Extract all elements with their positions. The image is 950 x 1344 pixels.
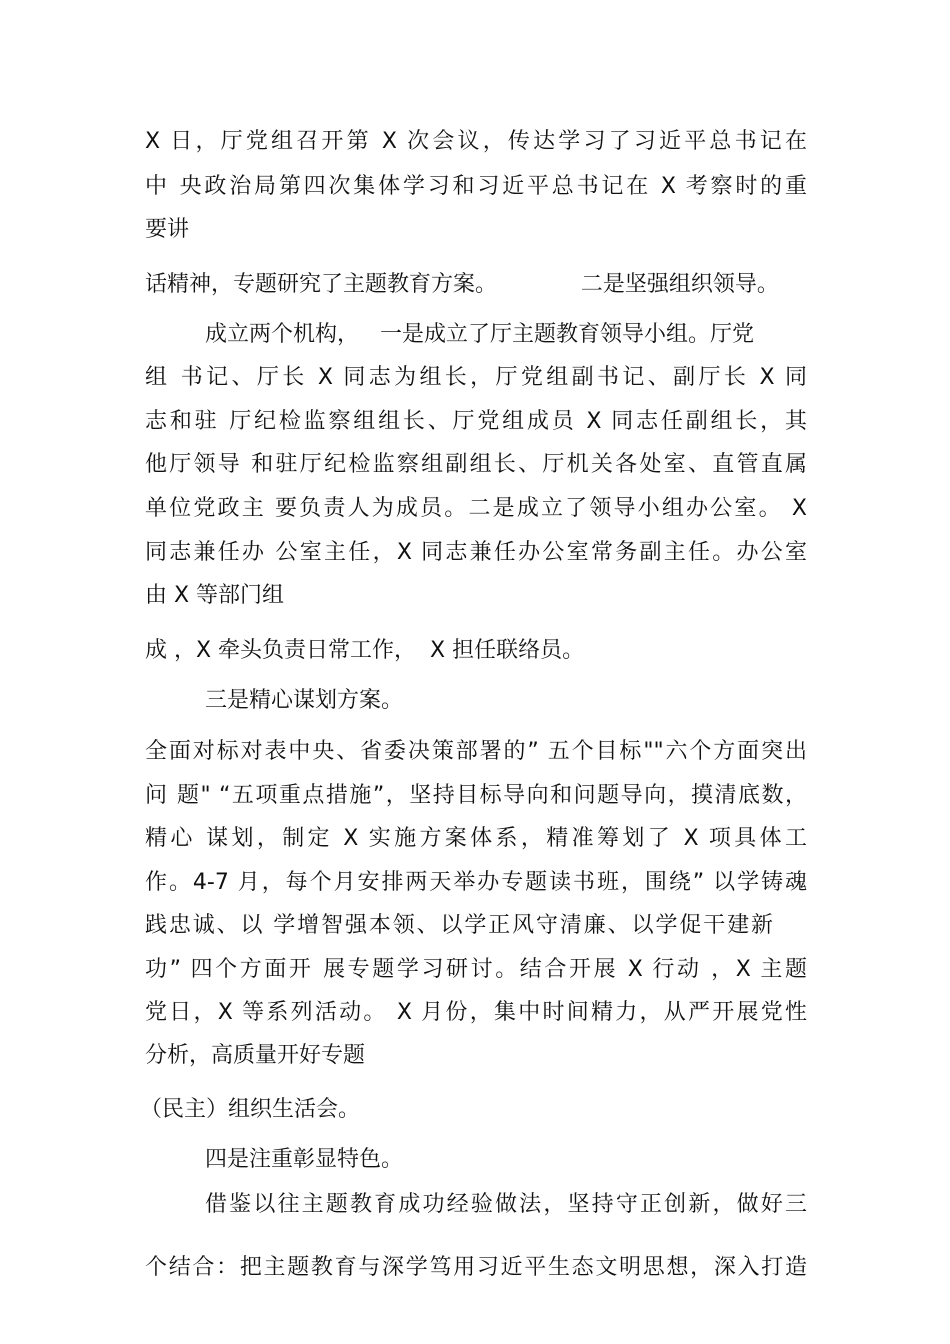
text-line: 成 ，X 牵头负责日常工作， X 担任联络员。 bbox=[145, 638, 585, 663]
text-line: （民主）组织生活会。 bbox=[140, 1097, 361, 1122]
text-line: 由 X 等部门组 bbox=[145, 583, 285, 608]
text-line: 组 书记、厅长 X 同志为组长，厅党组副书记、副厅长 X 同 bbox=[145, 365, 807, 390]
text-line: 话精神，专题研究了主题教育方案。 二是坚强组织领导。 bbox=[145, 272, 779, 297]
text-line: 精心 谋划，制定 X 实施方案体系，精准筹划了 X 项具体工 bbox=[145, 826, 807, 851]
text-line: 同志兼任办 公室主任，X 同志兼任办公室常务副主任。办公室 bbox=[145, 540, 807, 565]
text-line: 党日，X 等系列活动。 X 月份，集中时间精力，从严开展党性 bbox=[145, 1000, 807, 1025]
text-line: 分析，高质量开好专题 bbox=[145, 1043, 366, 1068]
text-line: 问 题" “五项重点措施”，坚持目标导向和问题导向，摸清底数， bbox=[145, 783, 807, 808]
text-line: 单位党政主 要负责人为成员。二是成立了领导小组办公室。 X bbox=[145, 496, 807, 521]
text-line: 全面对标对表中央、省委决策部署的” 五个目标""六个方面突出 bbox=[145, 739, 807, 764]
text-line: 志和驻 厅纪检监察组组长、厅党组成员 X 同志任副组长，其 bbox=[145, 409, 807, 434]
section-heading: 三是精心谋划方案。 bbox=[205, 688, 404, 713]
text-line: 作。4-7 月，每个月安排两天举办专题读书班，围绕” 以学铸魂 bbox=[145, 870, 807, 895]
text-line: 功” 四个方面开 展专题学习研讨。结合开展 X 行动 ，X 主题 bbox=[145, 957, 807, 982]
text-line: 中 央政治局第四次集体学习和习近平总书记在 X 考察时的重 bbox=[145, 174, 807, 199]
text-line: 个结合：把主题教育与深学笃用习近平生态文明思想，深入打造 bbox=[145, 1255, 807, 1280]
text-line: 践忠诚、以 学增智强本领、以学正风守清廉、以学促干建新 bbox=[145, 913, 773, 938]
text-line: 借鉴以往主题教育成功经验做法，坚持守正创新，做好三 bbox=[205, 1192, 807, 1217]
text-line: 要讲 bbox=[145, 217, 190, 242]
section-heading: 四是注重彰显特色。 bbox=[205, 1147, 404, 1172]
text-line: 他厅领导 和驻厅纪检监察组副组长、厅机关各处室、直管直属 bbox=[145, 452, 807, 477]
text-line: X 日，厅党组召开第 X 次会议，传达学习了习近平总书记在 bbox=[145, 129, 807, 154]
text-line: 成立两个机构， 一是成立了厅主题教育领导小组。厅党 bbox=[205, 322, 754, 347]
